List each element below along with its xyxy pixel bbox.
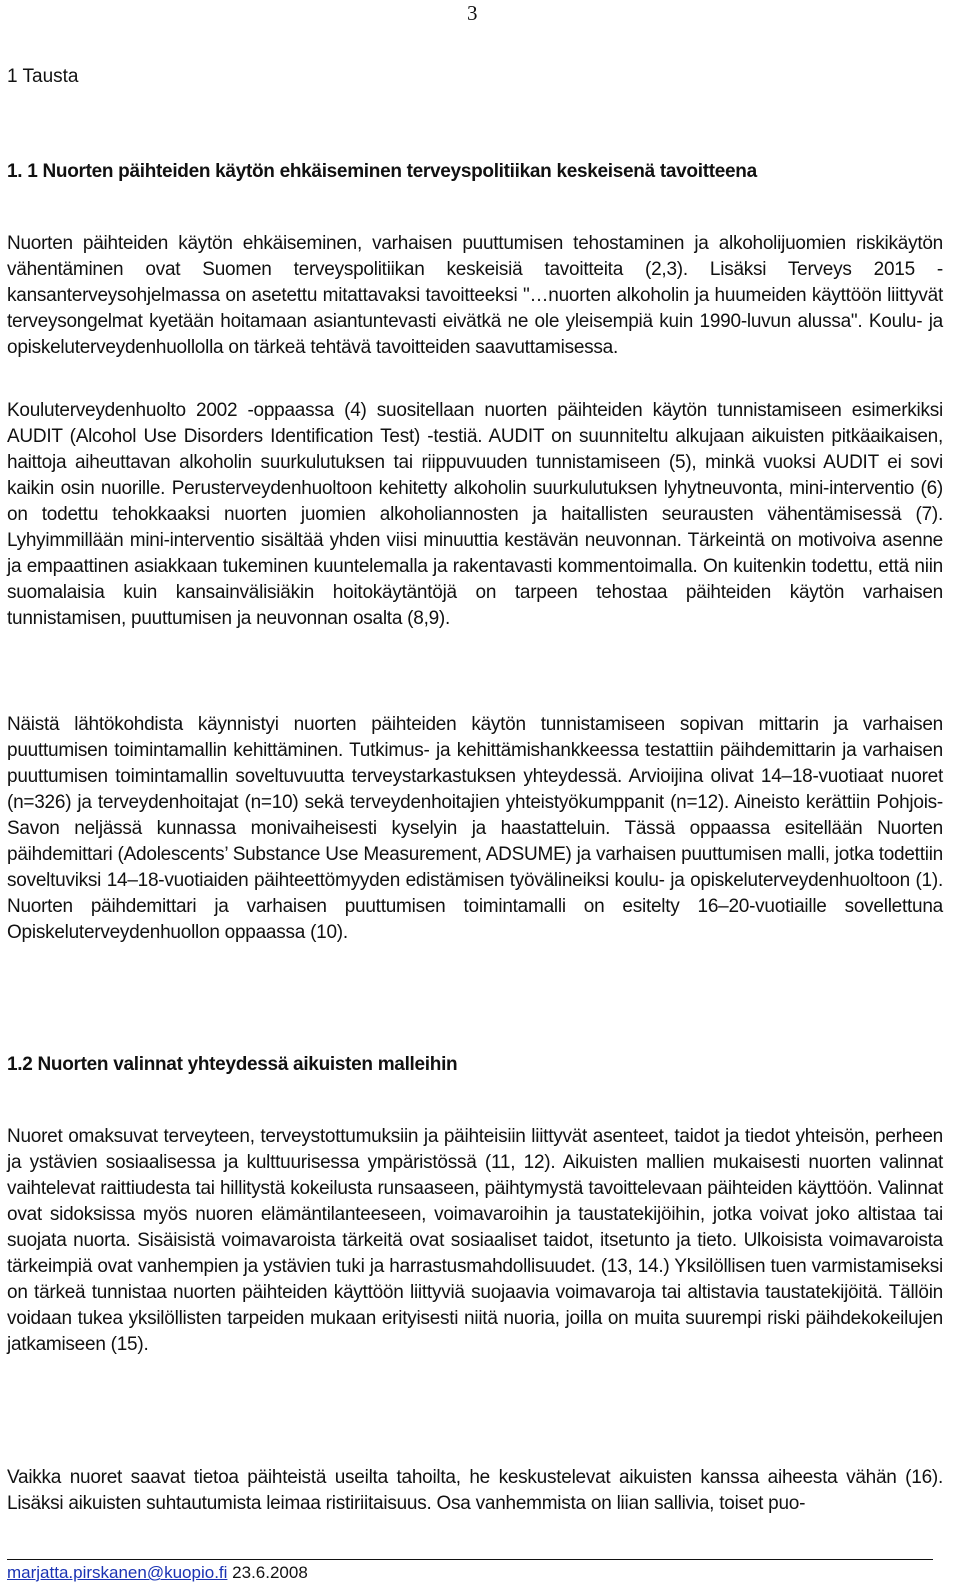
- footer-divider: [7, 1559, 933, 1560]
- section-1-2-paragraph-1: Nuoret omaksuvat terveyteen, terveystottumuksiin ja päihteisiin liittyvät asenteet, taidot ja tiedot yhteisön, perheen ja ystävien sosiaalisessa ja kulttuurisessa ympäristössä (11, 12). Aikuisten mallien mukaisesti nuorten valinnat vaihtelevat raittiudesta tai hillitystä kokeilusta runsaaseen, päihtymystä tavoittelevaan päihteiden käyttöön. Valinnat ovat sidoksissa myös nuoren elämäntilanteeseen, voimavaroihin ja taustatekijöihin, jotka voivat joko altistaa tai suojata nuorta. Sisäisistä voimavaroista tärkeitä ovat sosiaaliset taidot, itsetunto ja tieto. Ulkoisista voimavaroista tärkeimpiä ovat vanhempien ja ystävien tuki ja harrastusmahdollisuudet. (13, 14.) Yksilöllisen tuen varmistamiseksi on tärkeä tunnistaa nuorten päihteiden käyttöön liittyviä suojaavia voimavaroja tai altistavia taustatekijöitä. Tällöin voidaan tukea yksilöllisten tarpeiden mukaan erityisesti niitä nuoria, joilla on muita suurempi riski päihdekokeilujen jatkamiseen (15).: [7, 1126, 943, 1355]
- section-1-2-title: 1.2 Nuorten valinnat yhteydessä aikuisten malleihin: [7, 1054, 458, 1075]
- page-footer: [7, 1562, 308, 1584]
- footer-email-link[interactable]: marjatta.pirskanen@kuopio.fi: [7, 1563, 228, 1582]
- section-1-1-paragraph-2: Kouluterveydenhuolto 2002 -oppaassa (4) suositellaan nuorten päihteiden käytön tunnistamiseen esimerkiksi AUDIT (Alcohol Use Disorders Identification Test) -testiä. AUDIT on suunniteltu alkujaan aikuisten pitkäaikaisen, haittoja aiheuttavan alkoholin suurkulutuksen tai riippuvuuden tunnistamiseen (5), minkä vuoksi AUDIT ei sovi kaikin osin nuorille. Perusterveydenhuoltoon kehitetty alkoholin suurkulutuksen lyhytneuvonta, mini-interventio (6) on todettu tehokkaaksi nuorten juomien alkoholiannosten ja haitallisten seurausten vähentämisessä (7). Lyhyimmillään mini-interventio sisältää yhden viisi minuuttia kestävän neuvonnan. Tärkeintä on motivoiva asenne ja empaattinen asiakkaan tukeminen kuuntelemalla ja rakentavasti kommentoimalla. On kuitenkin todettu, että niin suomalaisia kuin kansainvälisiäkin hoitokäytäntöjä on tarpeen tehostaa päihteiden käytön varhaisen tunnistamisen, puuttumisen ja neuvonnan osalta (8,9).: [7, 400, 943, 629]
- footer-date: 23.6.2008: [232, 1563, 308, 1582]
- section-1-1-paragraph-1: Nuorten päihteiden käytön ehkäiseminen, varhaisen puuttumisen tehostaminen ja alkoholijuomien riskikäytön vähentäminen ovat Suomen terveyspolitiikan keskeisiä tavoitteita (2,3). Lisäksi Terveys 2015 -kansanterveysohjelmassa on asetettu mitattavaksi tavoitteeksi "…nuorten alkoholin ja huumeiden käyttöön liittyvät terveysongelmat kyetään hoitamaan asiantuntevasti eivätkä ne ole yleisempiä kuin 1990-luvun alussa". Koulu- ja opiskeluterveydenhuollolla on tärkeä tehtävä tavoitteiden saavuttamisessa.: [7, 233, 943, 358]
- section-1-1-title: 1. 1 Nuorten päihteiden käytön ehkäiseminen terveyspolitiikan keskeisenä tavoitteena: [7, 161, 757, 182]
- section-1-1-paragraph-3: Näistä lähtökohdista käynnistyi nuorten päihteiden käytön tunnistamiseen sopivan mittarin ja varhaisen puuttumisen toimintamallin kehittäminen. Tutkimus- ja kehittämishankkeessa testattiin päihdemittarin ja varhaisen puuttumisen toimintamallin soveltuvuutta terveystarkastuksen yhteydessä. Arvioijina olivat 14–18-vuotiaat nuoret (n=326) ja terveydenhoitajat (n=10) sekä terveydenhoitajien yhteistyökumppanit (n=12). Aineisto kerättiin Pohjois-Savon neljässä kunnassa monivaiheisesti kyselyin ja haastatteluin. Tässä oppaassa esitellään Nuorten päihdemittari (Adolescents’ Substance Use Measurement, ADSUME) ja varhaisen puuttumisen malli, jotka todettiin soveltuviksi 14–18-vuotiaiden päihteettömyyden edistämisen työvälineiksi koulu- ja opiskeluterveydenhuoltoon (1). Nuorten päihdemittari ja varhaisen puuttumisen toimintamalli on esitelty 16–20-vuotiaille sovellettuna Opiskeluterveydenhuollon oppaassa (10).: [7, 714, 943, 943]
- section-1-2-paragraph-2: Vaikka nuoret saavat tietoa päihteistä useilta tahoilta, he keskustelevat aikuisten kanssa aiheesta vähän (16). Lisäksi aikuisten suhtautumista leimaa ristiriitaisuus. Osa vanhemmista on liian sallivia, toiset puo-: [7, 1467, 943, 1514]
- page-number: 3: [467, 1, 478, 25]
- chapter-heading: 1 Tausta: [7, 66, 79, 87]
